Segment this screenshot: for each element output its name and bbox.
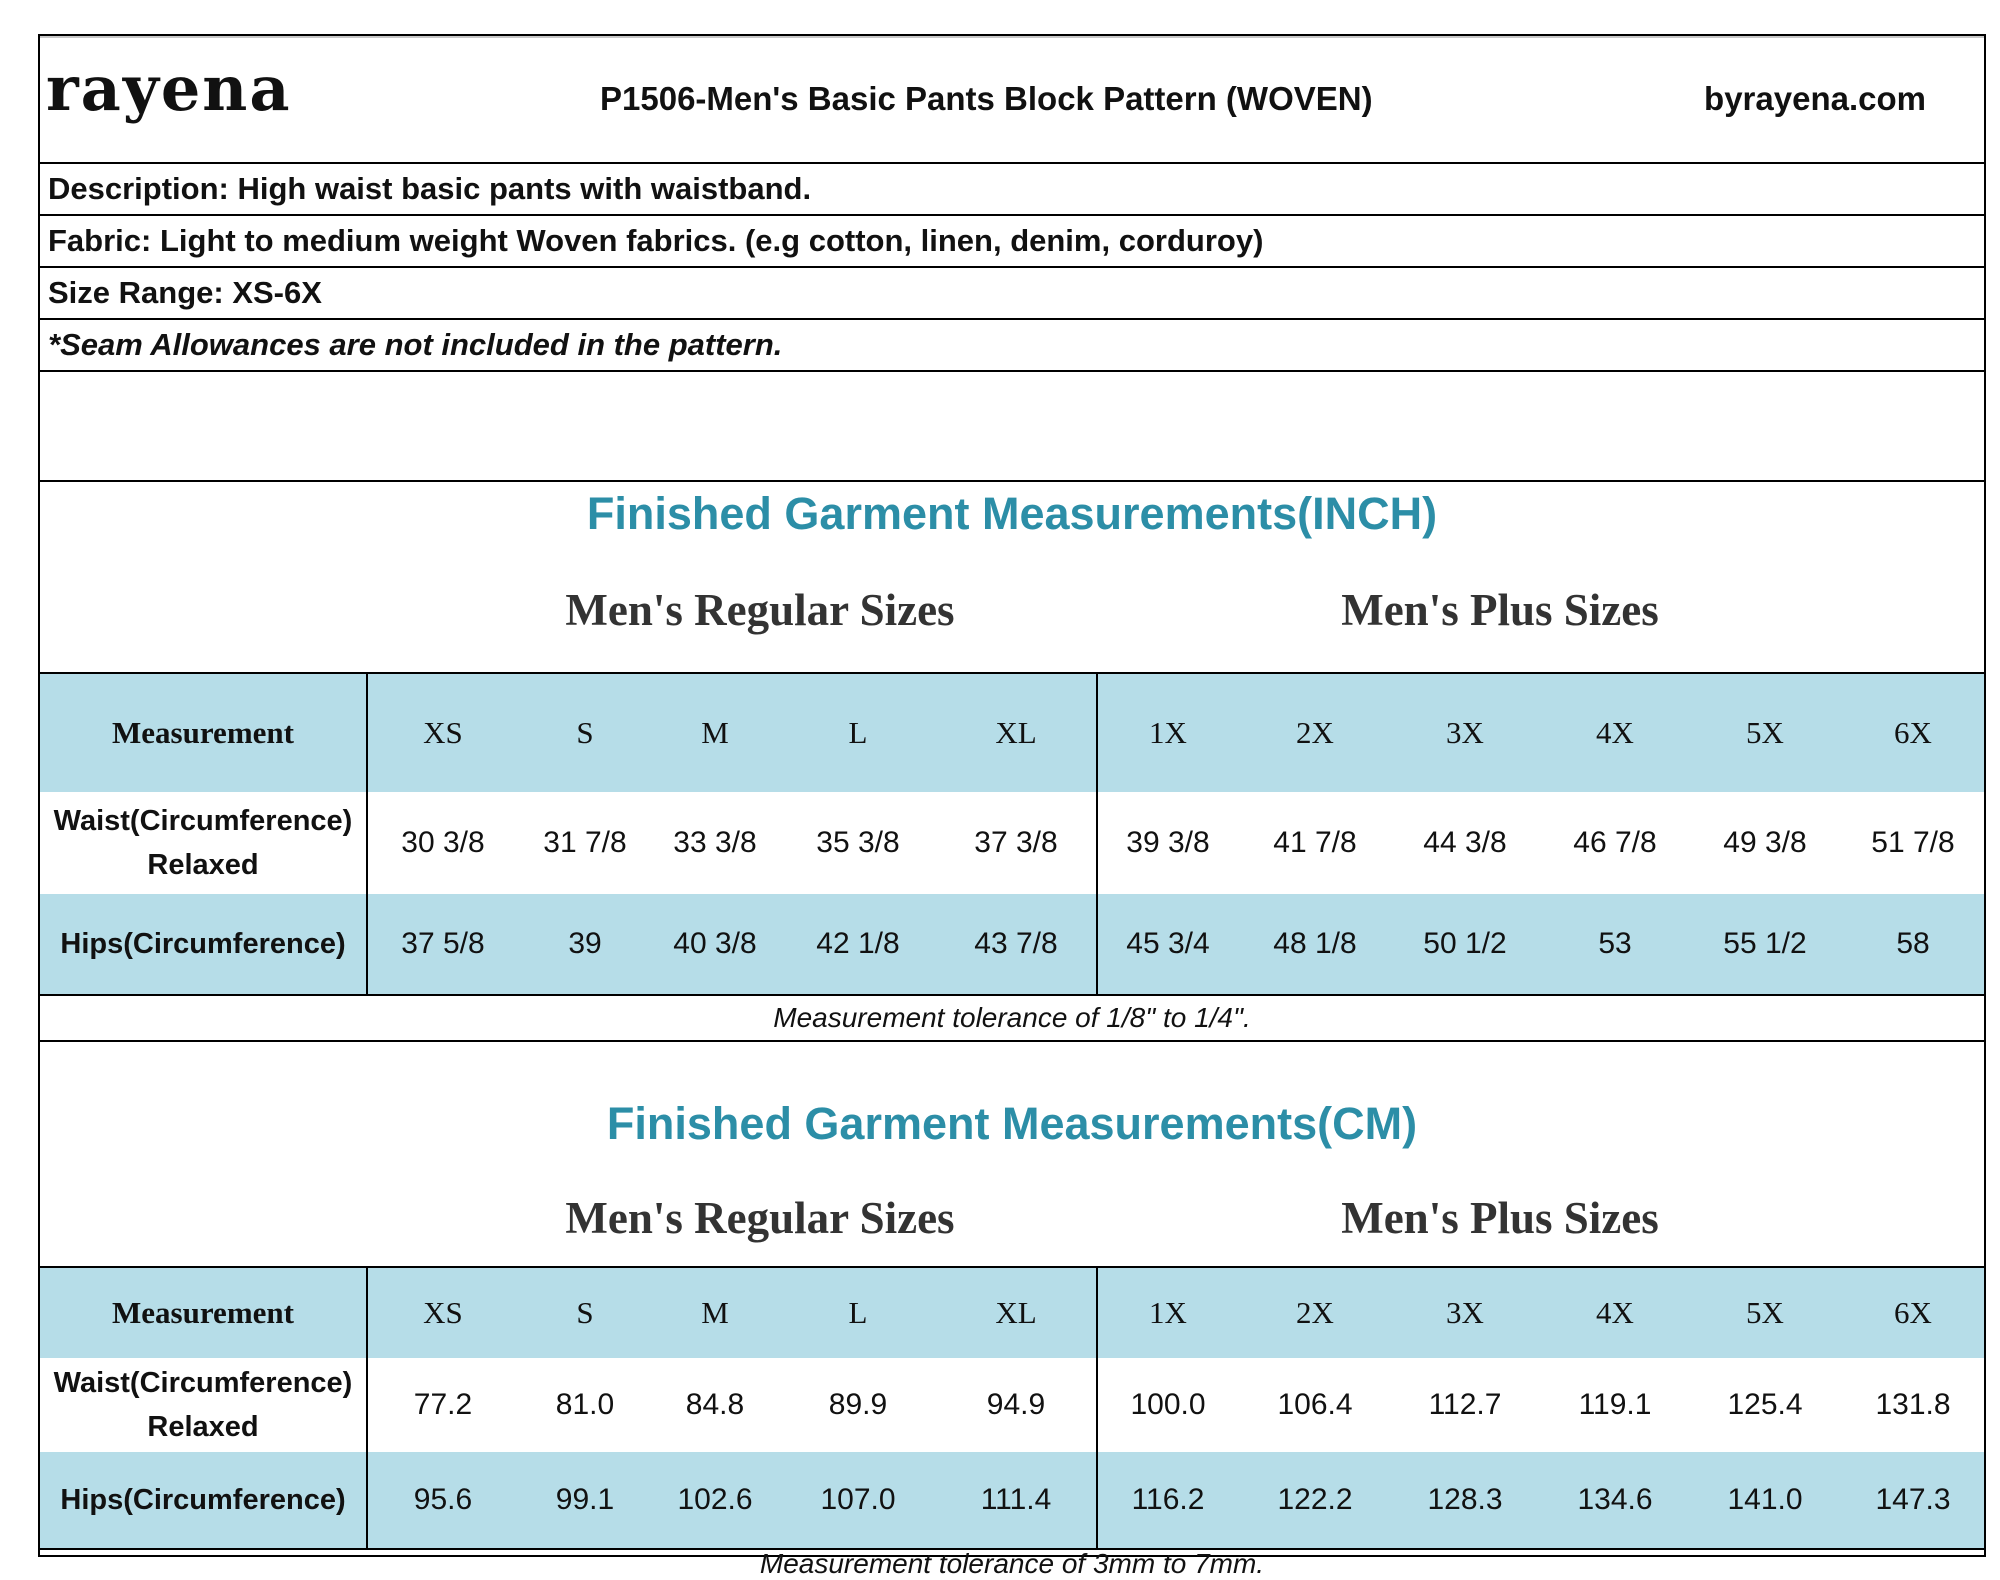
- table-cell: 51 7/8: [1871, 826, 1955, 859]
- size-range-row: Size Range: XS-6X: [40, 268, 1984, 320]
- column-header-measurement: Measurement: [112, 715, 294, 750]
- header: [40, 36, 1984, 164]
- table-cell: 102.6: [677, 1483, 753, 1516]
- inch-section-title: Finished Garment Measurements(INCH): [586, 488, 1438, 539]
- column-header-size: 5X: [1746, 715, 1784, 750]
- column-header-size: S: [576, 715, 594, 750]
- inch-section-divider: [40, 1040, 1984, 1042]
- column-header-size: 6X: [1894, 1295, 1932, 1330]
- table-cell: 131.8: [1875, 1388, 1951, 1421]
- brand-logo: rayena: [46, 52, 292, 125]
- column-header-size: M: [701, 715, 729, 750]
- table-cell: 77.2: [413, 1388, 473, 1421]
- table-row: [40, 1358, 1984, 1452]
- table-cell: 40 3/8: [673, 927, 757, 960]
- table-cell: 119.1: [1578, 1388, 1652, 1421]
- column-divider: [1096, 674, 1098, 994]
- table-cell: 147.3: [1875, 1483, 1951, 1516]
- table-cell: 37 5/8: [401, 927, 485, 960]
- cm-plus-sizes-label: Men's Plus Sizes: [1341, 1193, 1659, 1243]
- column-header-size: S: [576, 1295, 594, 1330]
- table-bottom-border: [40, 994, 1984, 996]
- table-cell: 84.8: [685, 1388, 745, 1421]
- column-header-size: M: [701, 1295, 729, 1330]
- cm-section-title: Finished Garment Measurements(CM): [606, 1098, 1418, 1149]
- table-cell: 125.4: [1727, 1388, 1803, 1421]
- table-cell: 58: [1896, 927, 1930, 960]
- column-divider: [366, 1268, 368, 1548]
- column-header-size: 2X: [1296, 1295, 1334, 1330]
- column-header-size: 3X: [1446, 715, 1484, 750]
- table-cell: 111.4: [980, 1483, 1052, 1516]
- column-header-size: L: [848, 1295, 868, 1330]
- table-cell: 46 7/8: [1573, 826, 1657, 859]
- row-label: [40, 1358, 366, 1452]
- table-cell: 99.1: [555, 1483, 615, 1516]
- seam-note-row: *Seam Allowances are not included in the pattern.: [40, 320, 1984, 372]
- column-header-size: 5X: [1746, 1295, 1784, 1330]
- table-row: [40, 792, 1984, 894]
- row-label-line: Relaxed: [147, 1411, 259, 1443]
- table-cell: 41 7/8: [1273, 826, 1357, 859]
- inch-measurement-table: [40, 672, 1984, 992]
- column-header-size: 2X: [1296, 715, 1334, 750]
- column-divider: [366, 674, 368, 994]
- table-cell: 141.0: [1727, 1483, 1803, 1516]
- column-header-size: 3X: [1446, 1295, 1484, 1330]
- table-cell: 94.9: [986, 1388, 1046, 1421]
- fabric-row: Fabric: Light to medium weight Woven fabrics. (e.g cotton, linen, denim, corduroy): [40, 216, 1984, 268]
- inch-plus-sizes-label: Men's Plus Sizes: [1341, 585, 1659, 635]
- inch-tolerance-note: Measurement tolerance of 1/8" to 1/4".: [773, 1002, 1251, 1033]
- cm-measurement-table: [40, 1266, 1984, 1550]
- column-header-measurement: Measurement: [112, 1295, 294, 1330]
- table-cell: 112.7: [1428, 1388, 1502, 1421]
- table-row: [40, 894, 1984, 994]
- table-cell: 107.0: [820, 1483, 896, 1516]
- column-header-size: XL: [995, 1295, 1037, 1330]
- table-cell: 81.0: [555, 1388, 615, 1421]
- table-header-row: [40, 674, 1984, 792]
- table-cell: 89.9: [828, 1388, 888, 1421]
- column-header-size: XL: [995, 715, 1037, 750]
- row-label-line: Relaxed: [147, 849, 259, 881]
- table-cell: 39: [568, 927, 602, 960]
- table-cell: 35 3/8: [816, 826, 900, 859]
- table-cell: 42 1/8: [816, 927, 900, 960]
- cm-tolerance-note: Measurement tolerance of 3mm to 7mm.: [759, 1548, 1265, 1579]
- table-row: [40, 1452, 1984, 1548]
- row-label-line: Waist(Circumference): [53, 1367, 353, 1399]
- column-divider: [1096, 1268, 1098, 1548]
- row-label: [40, 894, 366, 994]
- table-header-row: [40, 1268, 1984, 1358]
- table-cell: 95.6: [413, 1483, 473, 1516]
- column-header-size: 6X: [1894, 715, 1932, 750]
- table-cell: 100.0: [1130, 1388, 1206, 1421]
- cm-regular-sizes-label: Men's Regular Sizes: [565, 1193, 955, 1243]
- spacer-row: [40, 372, 1984, 482]
- row-label-line: Hips(Circumference): [60, 1484, 346, 1516]
- column-header-size: XS: [423, 715, 463, 750]
- table-cell: 39 3/8: [1126, 826, 1210, 859]
- table-cell: 45 3/4: [1126, 927, 1210, 960]
- row-label-line: Hips(Circumference): [60, 928, 346, 960]
- row-label: [40, 1452, 366, 1548]
- row-label: [40, 792, 366, 894]
- table-cell: 33 3/8: [673, 826, 757, 859]
- table-cell: 55 1/2: [1723, 927, 1807, 960]
- pattern-title: P1506-Men's Basic Pants Block Pattern (WOVEN): [600, 80, 1373, 117]
- table-cell: 44 3/8: [1423, 826, 1507, 859]
- table-cell: 37 3/8: [974, 826, 1058, 859]
- column-header-size: 4X: [1596, 1295, 1634, 1330]
- table-cell: 31 7/8: [543, 826, 627, 859]
- row-label-line: Waist(Circumference): [53, 805, 353, 837]
- description-row: Description: High waist basic pants with waistband.: [40, 164, 1984, 216]
- website-link[interactable]: byrayena.com: [1704, 80, 1926, 117]
- table-cell: 50 1/2: [1423, 927, 1507, 960]
- table-cell: 48 1/8: [1273, 927, 1357, 960]
- column-header-size: 4X: [1596, 715, 1634, 750]
- column-header-size: 1X: [1149, 715, 1187, 750]
- table-cell: 43 7/8: [974, 927, 1058, 960]
- table-cell: 134.6: [1577, 1483, 1653, 1516]
- inch-regular-sizes-label: Men's Regular Sizes: [565, 585, 955, 635]
- column-header-size: XS: [423, 1295, 463, 1330]
- column-header-size: L: [848, 715, 868, 750]
- column-header-size: 1X: [1149, 1295, 1187, 1330]
- table-cell: 122.2: [1277, 1483, 1353, 1516]
- size-chart-sheet: [38, 34, 1986, 1579]
- table-cell: 128.3: [1427, 1483, 1503, 1516]
- table-cell: 116.2: [1131, 1483, 1205, 1516]
- table-cell: 30 3/8: [401, 826, 485, 859]
- table-cell: 49 3/8: [1723, 826, 1807, 859]
- table-cell: 53: [1598, 927, 1632, 960]
- table-cell: 106.4: [1277, 1388, 1353, 1421]
